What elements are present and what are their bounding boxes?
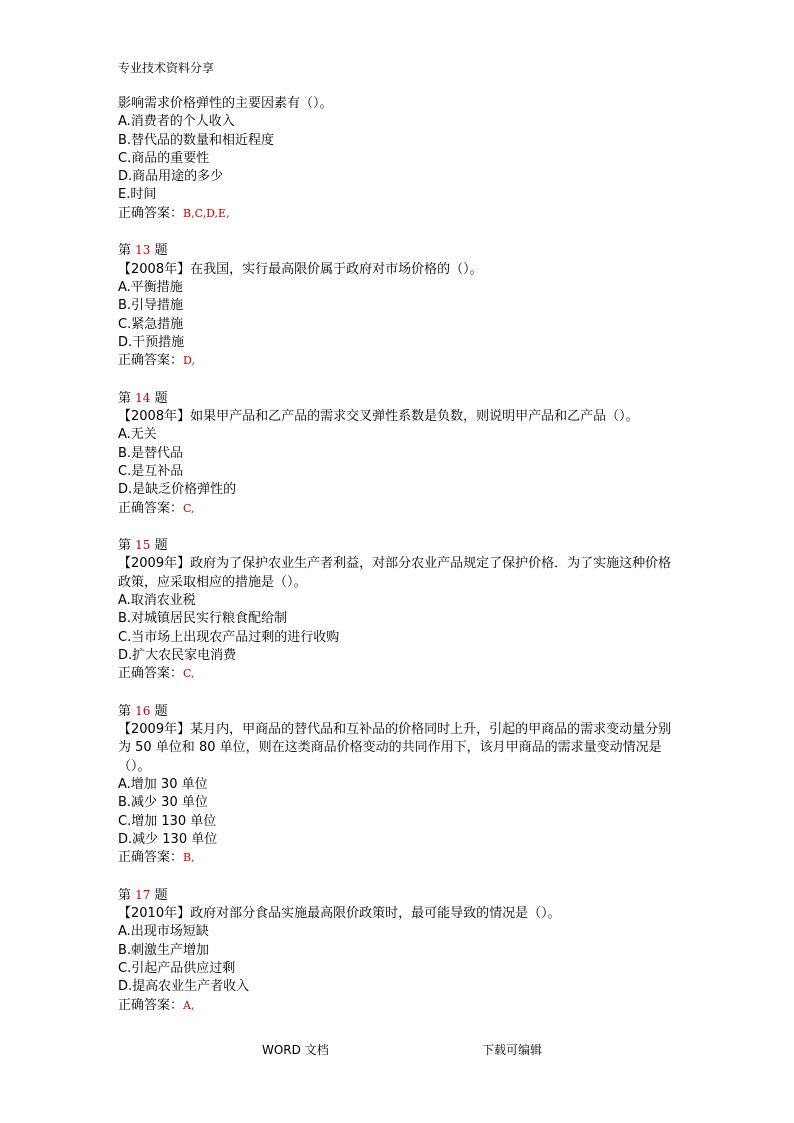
option-b: B.减少 30 单位: [118, 795, 208, 811]
question-block: [118, 536, 678, 683]
option-c: C.商品的重要性: [118, 150, 210, 166]
question-block: [118, 389, 678, 518]
answer-label: 正确答案：: [118, 353, 184, 369]
page-header: 专业技术资料分享: [118, 61, 215, 75]
answer-value: B,: [183, 851, 195, 865]
question-title: [118, 536, 678, 555]
option-e: E.时间: [118, 187, 157, 203]
question-stem: 影响需求价格弹性的主要因素有（）。: [118, 96, 333, 111]
question-stem: 【2008年】如果甲产品和乙产品的需求交叉弹性系数是负数，则说明甲产品和乙产品（）。: [118, 409, 639, 425]
answer-value: C,: [183, 667, 195, 681]
question-number: 14: [135, 390, 151, 405]
option-c: C.当市场上出现农产品过剩的进行收购: [118, 629, 340, 645]
answer-line: [118, 997, 678, 1015]
option-a: A.出现市场短缺: [118, 924, 209, 940]
question-title-suffix: 题: [154, 703, 168, 719]
option-b: B.是替代品: [118, 445, 184, 461]
answer-value: D,: [183, 354, 195, 368]
answer-label: 正确答案：: [118, 205, 184, 221]
answer-value: B,C,D,E,: [183, 206, 230, 220]
answer-line: [118, 665, 678, 683]
option-b: B.替代品的数量和相近程度: [118, 132, 275, 148]
answer-line: [118, 849, 678, 867]
question-title-prefix: 第: [118, 538, 132, 554]
question-title: [118, 389, 678, 408]
option-d: D.商品用途的多少: [118, 169, 224, 185]
option-b: B.对城镇居民实行粮食配给制: [118, 611, 288, 627]
option-c: C.是互补品: [118, 463, 184, 479]
option-a: A.平衡措施: [118, 279, 183, 295]
answer-label: 正确答案：: [118, 850, 184, 866]
answer-value: C,: [183, 501, 195, 515]
option-d: D.干预措施: [118, 334, 185, 350]
option-a: A.取消农业税: [118, 593, 196, 609]
question-block: [118, 95, 678, 223]
question-block: [118, 702, 678, 868]
question-title-prefix: 第: [118, 703, 132, 719]
question-block: [118, 886, 678, 1015]
question-stem: 【2008年】在我国，实行最高限价属于政府对市场价格的（）。: [118, 261, 483, 277]
option-c: C.紧急措施: [118, 316, 184, 332]
document-body: [118, 95, 678, 1015]
option-b: B.刺激生产增加: [118, 942, 210, 958]
option-d: D.减少 130 单位: [118, 831, 218, 847]
answer-line: [118, 500, 678, 518]
answer-label: 正确答案：: [118, 666, 184, 682]
question-title-suffix: 题: [154, 390, 168, 406]
option-d: D.是缺乏价格弹性的: [118, 482, 237, 498]
question-number: 13: [135, 243, 151, 258]
answer-label: 正确答案：: [118, 500, 184, 516]
option-a: A.增加 30 单位: [118, 776, 208, 792]
question-stem: 【2009年】某月内，甲商品的替代品和互补品的价格同时上升，引起的甲商品的需求变动量分别为 50 单位和 80 单位，则在这类商品价格变动的共同作用下，该月甲商品的需求量变动情况是（）。: [118, 722, 672, 774]
option-a: A.无关: [118, 427, 157, 443]
question-title-suffix: 题: [154, 887, 168, 903]
question-title: [118, 702, 678, 721]
question-number: 16: [135, 703, 151, 718]
answer-line: [118, 352, 678, 370]
option-d: D.扩大农民家电消费: [118, 647, 237, 663]
footer-right: 下载可编辑: [482, 1043, 543, 1057]
question-title: [118, 241, 678, 260]
option-d: D.提高农业生产者收入: [118, 979, 250, 995]
question-title-suffix: 题: [154, 538, 168, 554]
question-title-prefix: 第: [118, 390, 132, 406]
question-number: 17: [135, 887, 151, 902]
question-number: 15: [135, 538, 151, 553]
question-title-prefix: 第: [118, 887, 132, 903]
question-block: [118, 241, 678, 370]
option-a: A.消费者的个人收入: [118, 114, 235, 130]
question-title-prefix: 第: [118, 243, 132, 259]
answer-label: 正确答案：: [118, 997, 184, 1013]
answer-line: [118, 205, 678, 223]
question-stem: 【2010年】政府对部分食品实施最高限价政策时，最可能导致的情况是（）。: [118, 906, 561, 922]
footer-left: WORD 文档: [262, 1043, 329, 1057]
question-title-suffix: 题: [154, 243, 168, 259]
option-b: B.引导措施: [118, 298, 184, 314]
question-title: [118, 886, 678, 905]
option-c: C.引起产品供应过剩: [118, 960, 236, 976]
option-c: C.增加 130 单位: [118, 813, 217, 829]
question-stem: 【2009年】政府为了保护农业生产者利益，对部分农业产品规定了保护价格．为了实施这种价格政策，应采取相应的措施是（）。: [118, 556, 672, 590]
answer-value: A,: [183, 998, 195, 1012]
